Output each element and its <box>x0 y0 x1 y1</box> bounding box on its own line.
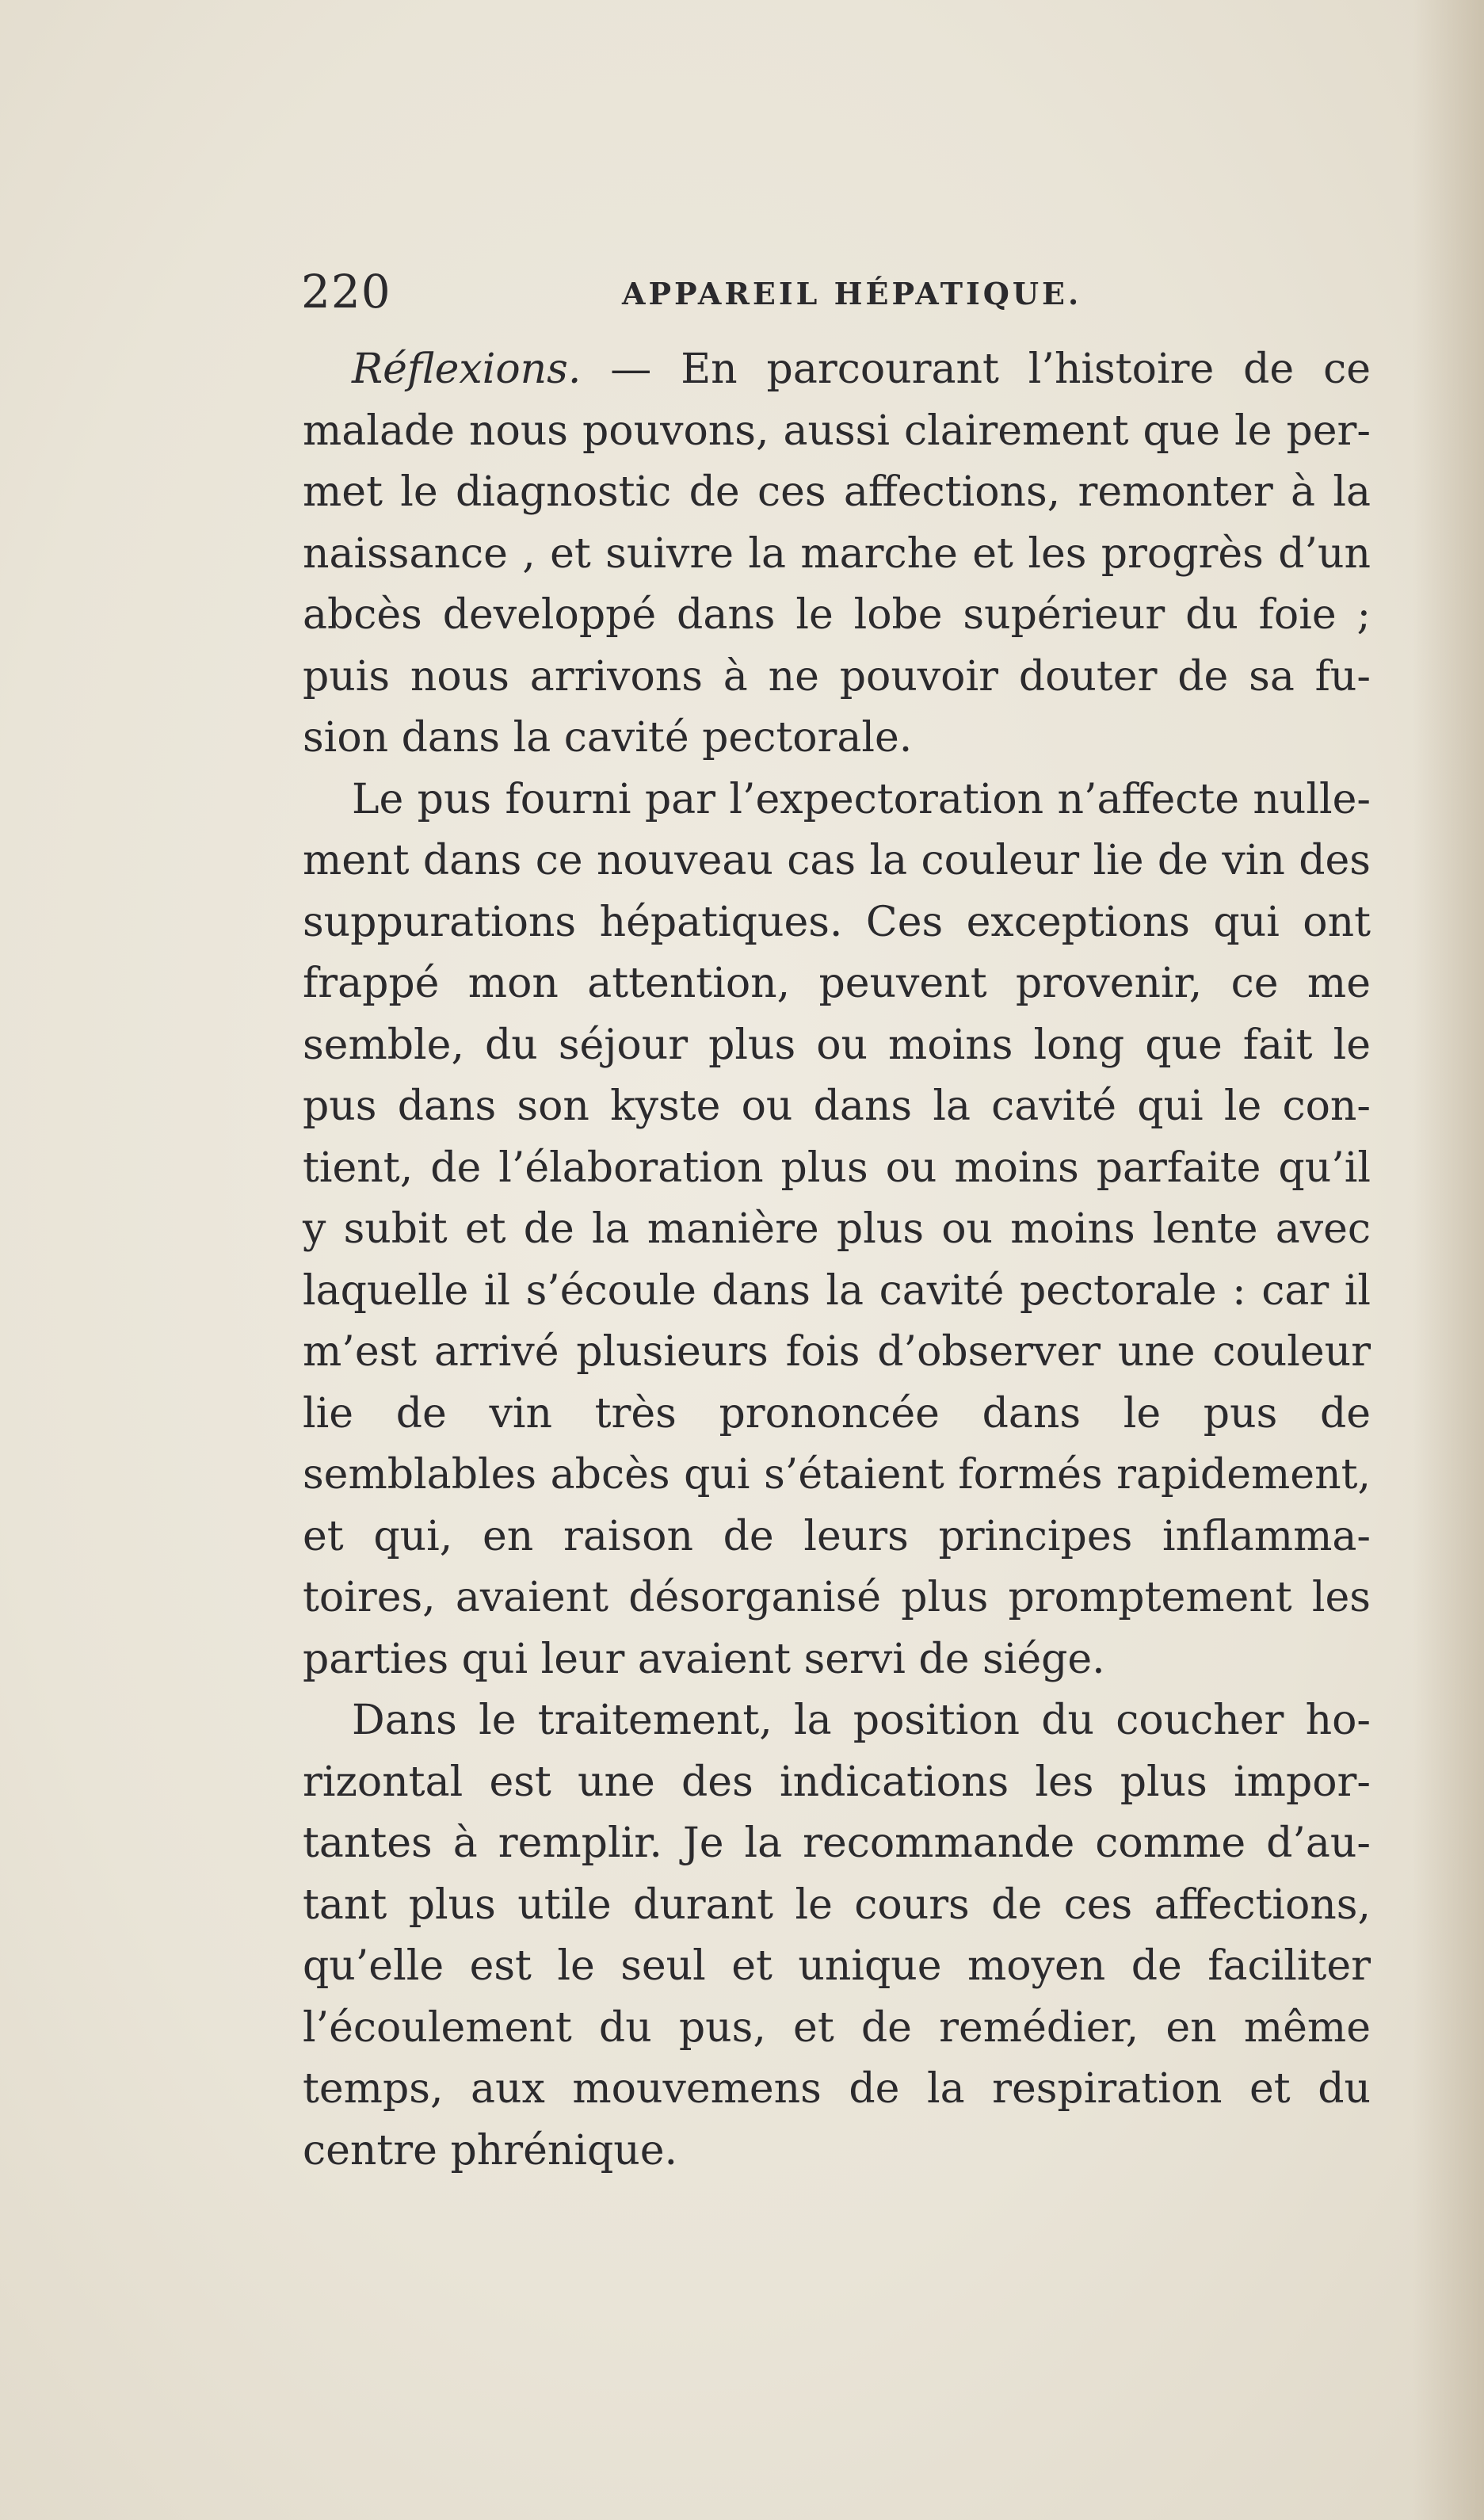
page-number: 220 <box>301 265 391 319</box>
paragraph-traitement: Dans le traitement, la position du coucher horizontal est une des indications les plus importantes à remplir. Je la recommande comme d’autant plus utile durant le cours de ces affections, qu’elle est le seul et unique moyen de faciliter l’écoulement du pus, et de remédier, en même temps, aux mouvemens de la respiration et du centre phrénique. <box>303 1697 1371 2174</box>
paragraph-reflexions <box>303 339 1371 769</box>
paragraph-pus: Le pus fourni par l’expectoration n’affecte nullement dans ce nouveau cas la couleur lie de vin des suppurations hépatiques. Ces exceptions qui ont frappé mon attention, peuvent provenir, ce me semble, du séjour plus ou moins long que fait le pus dans son kyste ou dans la cavité qui le contient, de l’élaboration plus ou moins parfaite qu’il y subit et de la manière plus ou moins lente avec laquelle il s’écoule dans la cavité pectorale : car il m’est arrivé plusieurs fois d’observer une couleur lie de vin très prononcée dans le pus de semblables abcès qui s’étaient formés rapidement, et qui, en raison de leurs principes inflammatoires, avaient désorganisé plus promptement les parties qui leur avaient servi de siége. <box>303 775 1371 1683</box>
paragraph-text: — En parcourant l’histoire de ce malade nous pouvons, aussi clairement que le permet le diagnostic de ces affections, remonter à la naissance , et suivre la marche et les progrès d’un abcès developpé dans le lobe supérieur du foie ; puis nous arrivons à ne pouvoir douter de sa fusion dans la cavité pectorale. <box>303 346 1371 762</box>
body-text <box>303 339 1371 2182</box>
paragraph-lead-italic: Réflexions. <box>352 346 582 393</box>
running-title: APPAREIL HÉPATIQUE. <box>622 276 1082 311</box>
running-head <box>301 260 1375 323</box>
page-edge-shadow <box>1413 0 1484 2520</box>
